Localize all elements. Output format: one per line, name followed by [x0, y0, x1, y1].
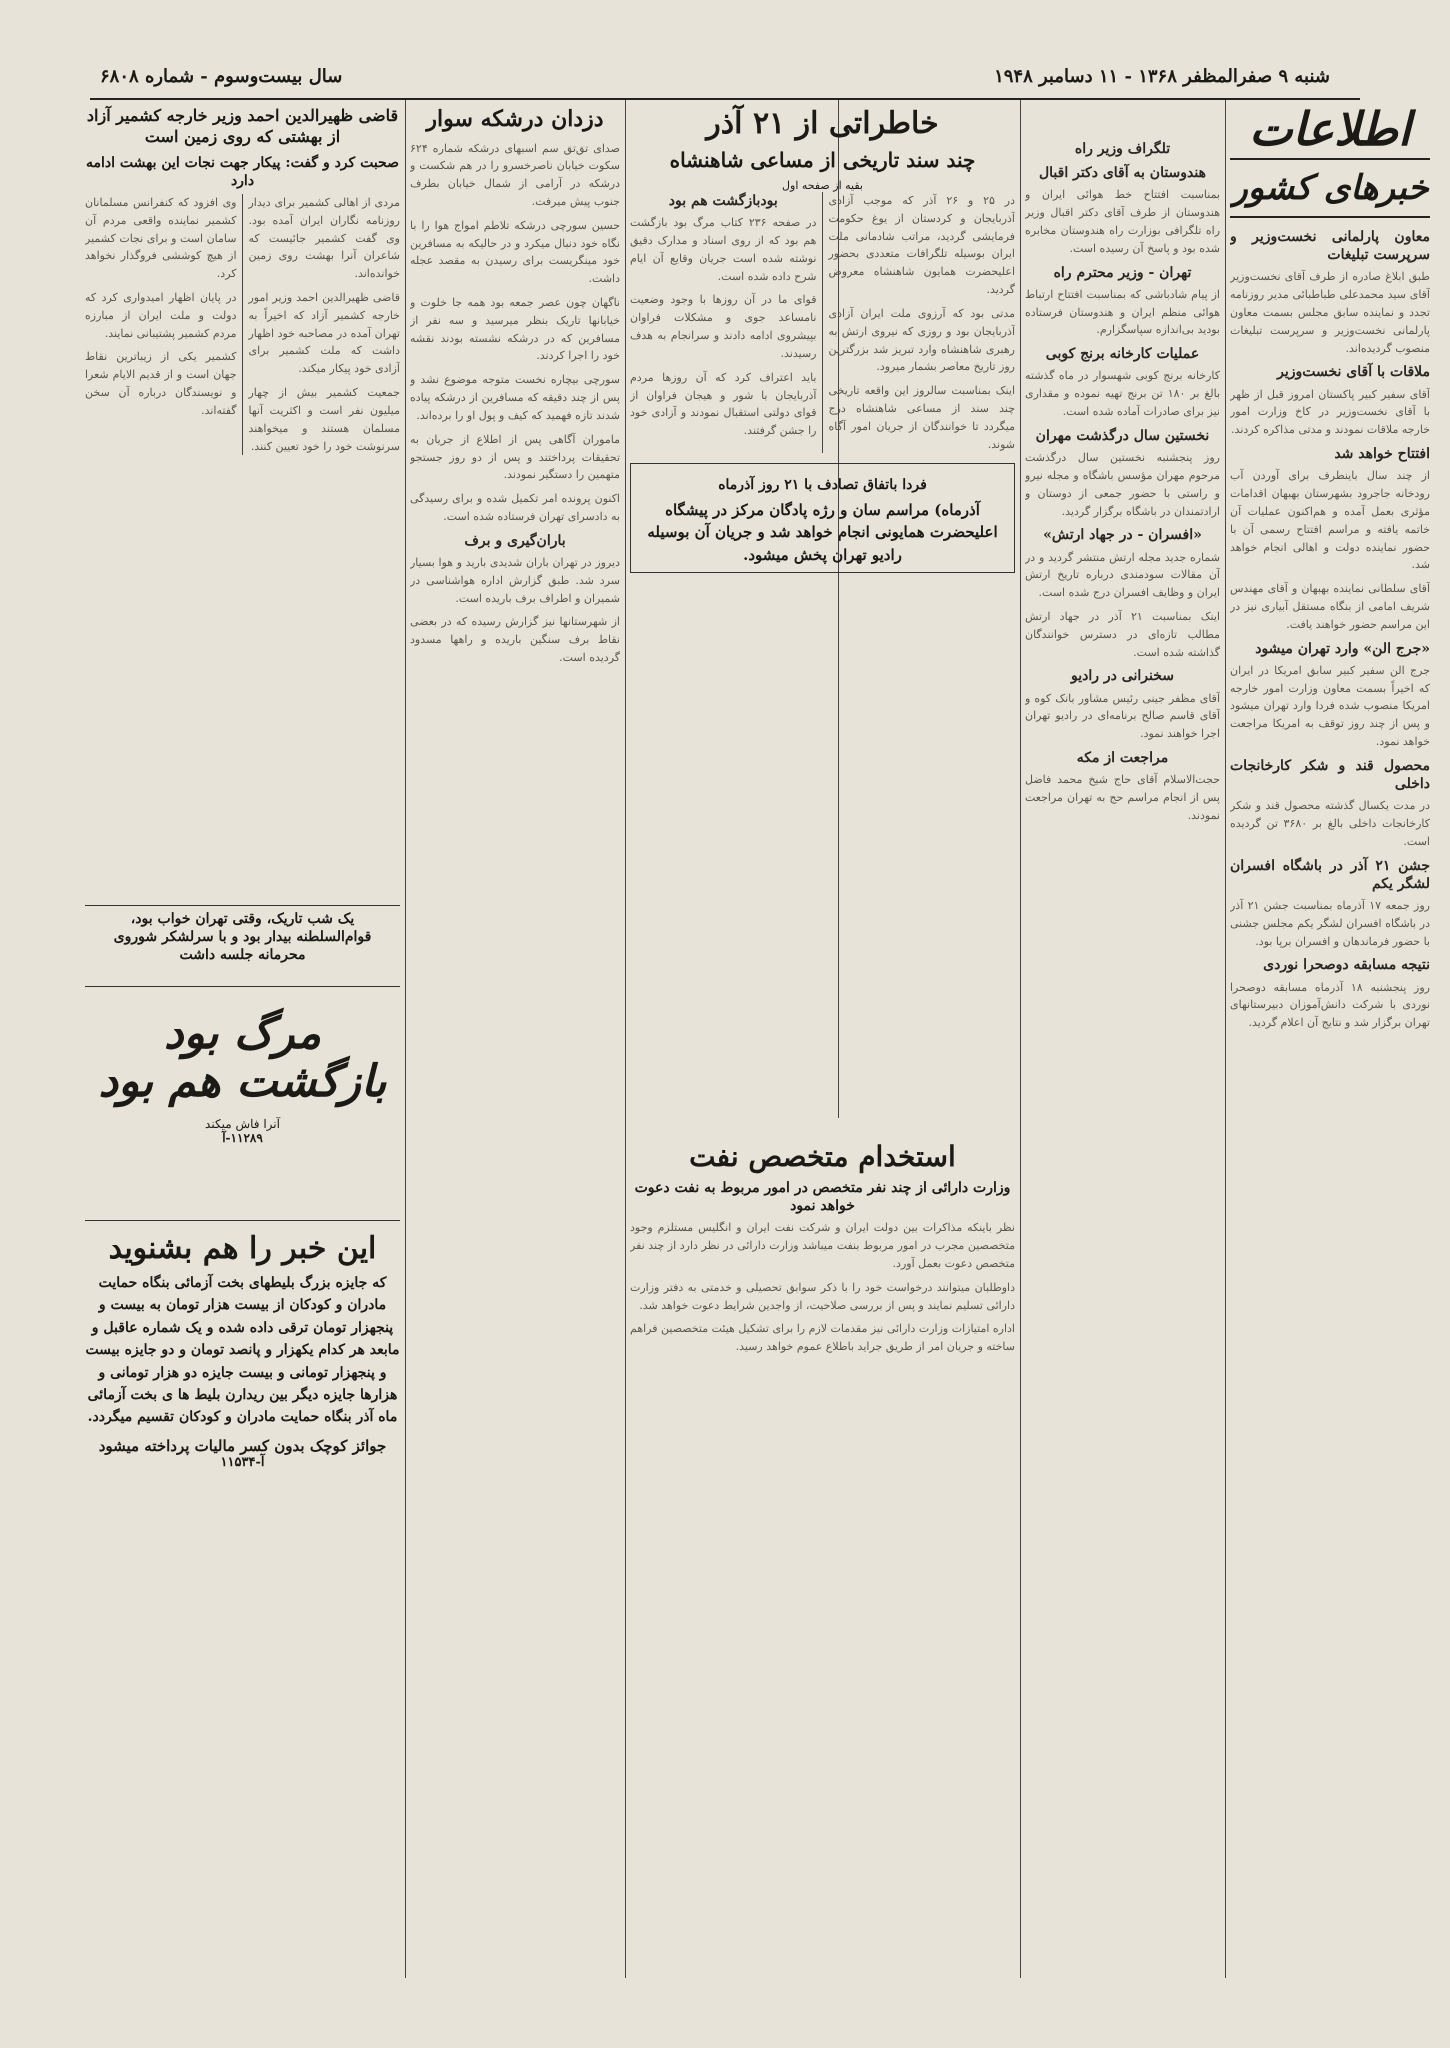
- main-story-subtitle: چند سند تاریخی از مساعی شاهنشاه: [669, 148, 976, 172]
- news-paragraph: طبق ابلاغ صادره از طرف آقای نخست‌وزیر آقای سید محمدعلی طباطبائی مدیر روزنامه تجدد و نماینده سابق مجلس بسمت معاون پارلمانی نخست‌وزیر و سرپرست تبلیغات منصوب گردیده‌اند.: [1230, 270, 1430, 355]
- news-headline: ملاقات با آقای نخست‌وزیر: [1277, 364, 1430, 381]
- news-paragraph: در صفحه ۲۳۶ کتاب مرگ بود بازگشت هم بود که از روی اسناد و مدارک دقیق نوشته شده است جریان وقایع آن ایام شرح داده شده است.: [630, 216, 817, 283]
- book-phone: ۱۱۲۸۹-آ: [222, 1130, 263, 1145]
- news-paragraph: جرج الن سفیر کبیر سابق امریکا در ایران که اخیراً بسمت معاون وزارت امور خارجه امریکا منصوب شده فردا وارد تهران میشود و پس از چند روز توقف به امریکا مراجعت خواهد نمود.: [1230, 663, 1430, 748]
- news-paragraph: قوای ما در آن روزها با وجود وضعیت نامساعد جوی و مشکلات فراوان بپیشروی ادامه دادند و سرانجام به هدف رسیدند.: [630, 293, 817, 360]
- book-note: آنرا فاش میکند: [205, 1116, 280, 1131]
- news-headline: جشن ۲۱ آذر در باشگاه افسران لشگر یکم: [1230, 857, 1430, 892]
- news-headline: معاون پارلمانی نخست‌وزیر و سرپرست تبلیغات: [1230, 229, 1430, 264]
- news-headline: سخنرانی در رادیو: [1071, 668, 1174, 685]
- news-paragraph: مردی از اهالی کشمیر برای دیدار روزنامه نگاران ایران آمده بود. وی گفت کشمیر جائیست که شاعران آنرا بهشت روی زمین خوانده‌اند.: [248, 195, 400, 281]
- qazi-title: قاضی ظهیرالدین احمد وزیر خارجه کشمیر آزاد از بهشتی که روی زمین است: [86, 106, 399, 146]
- news-paragraph: در پایان اظهار امیدواری کرد که دولت و ملت ایران از مبارزه مردم کشمیر پشتیبانی نمایند.: [85, 291, 237, 340]
- news-paragraph: جمعیت کشمیر بیش از چهار میلیون نفر است و اکثریت آنها مسلمان هستند و میخواهند سرنوشت خود را خود تعیین کنند.: [248, 386, 400, 453]
- news-paragraph: ناگهان چون عصر جمعه بود همه جا خلوت و خیابانها تاریک بنظر میرسید و سه نفر از مسافرین که در درشکه نشسته بودند نقشه خود را اجرا کردند.: [410, 296, 620, 363]
- news-paragraph: باید اعتراف کرد که آن روزها مردم آذربایجان با شور و هیجان فراوان از قوای دولتی استقبال نمودند و آزادی خود را جشن گرفتند.: [630, 370, 817, 438]
- news-headline: مراجعت از مکه: [1076, 750, 1169, 766]
- news-paragraph: آقای سلطانی نماینده بهبهان و آقای مهندس شریف امامی از بنگاه مستقل آبیاری نیز در این مراسم حضور خواهند یافت.: [1230, 582, 1430, 631]
- news-paragraph: روز جمعه ۱۷ آذرماه بمناسبت جشن ۲۱ آذر در باشگاه افسران لشگر یکم مجلس جشنی با حضور فرماندهان و افسران برپا بود.: [1230, 899, 1430, 948]
- news-paragraph: سورچی بیچاره نخست متوجه موضوع نشد و پس از چند دقیقه که مسافرین از درشکه پیاده شدند تازه فهمید که کیف و پول او را برده‌اند.: [410, 373, 620, 422]
- news-paragraph: در مدت یکسال گذشته محصول قند و شکر کارخانجات داخلی بالغ بر ۳۶۸۰ تن گردیده است.: [1230, 799, 1430, 848]
- news-paragraph: اداره امتیازات وزارت دارائی نیز مقدمات لازم را برای تشکیل هیئت متخصصین فراهم ساخته و جریان امر از طریق جراید باطلاع عموم خواهد رسید.: [630, 1322, 1015, 1354]
- news-paragraph: شماره جدید مجله ارتش منتشر گردید و در آن مقالات سودمندی درباره تاریخ ارتش ایران و وظایف افسران درج شده است.: [1025, 550, 1220, 600]
- country-news-column: [1230, 100, 1430, 1978]
- box-line: قوام‌السلطنه بیدار بود و با سرلشکر شوروی: [113, 929, 372, 946]
- lottery-ad: [85, 1220, 400, 1541]
- oil-ad: [630, 1130, 1015, 1978]
- news-paragraph: اینک بمناسبت سالروز این واقعه تاریخی چند سند از مساعی شاهنشاه درج میگردد تا خوانندگان از جریان امور آگاه شوند.: [828, 384, 1015, 451]
- news-paragraph: بمناسبت افتتاح خط هوائی ایران و هندوستان از طرف آقای دکتر اقبال وزیر راه تلگرافی بوزارت راه هندوستان مخابره شده بود و پاسخ آن رسیده است.: [1025, 188, 1220, 255]
- news-paragraph: در ۲۵ و ۲۶ آذر که موجب آزادی آذربایجان و کردستان از یوغ حکومت فرمایشی گردید، مراتب شادمانی ملت ایران بوسیله تلگرافات متعددی بحضور اعلیحضرت همایون شاهنشاه معروض گردید.: [828, 194, 1015, 297]
- news-paragraph: روز پنجشنبه ۱۸ آذرماه مسابقه دوصحرا نوردی با شرکت دانش‌آموزان دبیرستانهای تهران برگزار شد و نتایج آن اعلام گردید.: [1230, 980, 1430, 1030]
- continued-note: بقیه از صفحه اول: [782, 179, 863, 192]
- news-paragraph: آقای سفیر کبیر پاکستان امروز قبل از ظهر با آقای نخست‌وزیر در کاخ وزارت امور خارجه ملاقات نمودند و مدتی مذاکره کردند.: [1230, 387, 1430, 437]
- news-headline: تهران - وزیر محترم راه: [1053, 264, 1192, 281]
- subheadline: بودبازگشت هم بود: [668, 193, 778, 209]
- box-line: یک شب تاریک، وقتی تهران خواب بود،: [130, 911, 355, 927]
- column-rule: [405, 100, 406, 1978]
- news-headline: نخستین سال درگذشت مهران: [1035, 427, 1210, 444]
- news-paragraph: دیروز در تهران باران شدیدی بارید و هوا بسیار سرد شد. طبق گزارش اداره هواشناسی در شمیران و اطراف برف باریده است.: [410, 555, 620, 605]
- year-issue: سال بیست‌وسوم - شماره ۶۸۰۸: [100, 66, 343, 87]
- news-paragraph: آقای مظفر جینی رئیس مشاور بانک کوه و آقای قاسم صالح برنامه‌ای در رادیو تهران اجرا خواهند نمود.: [1025, 691, 1220, 741]
- news-paragraph: اینک بمناسبت ۲۱ آذر در جهاد ارتش مطالب تازه‌ای در دسترس خوانندگان گذاشته شده است.: [1025, 609, 1220, 659]
- news-paragraph: روز پنجشنبه نخستین سال درگذشت مرحوم مهران مؤسس باشگاه و مجله نیرو و راستی با حضور جمعی از دوستان و ارادتمندان در باشگاه برگزار گردید.: [1025, 451, 1220, 518]
- tehran-night-box: [85, 905, 400, 987]
- news-headline: نتیجه مسابقه دوصحرا نوردی: [1263, 957, 1430, 974]
- header-line: [90, 62, 1360, 100]
- news-headline: محصول قند و شکر کارخانجات داخلی: [1230, 757, 1430, 792]
- news-headline: هندوستان به آقای دکتر اقبال: [1038, 165, 1206, 182]
- weather-title: باران‌گیری و برف: [464, 532, 566, 549]
- box-text: آذرماه) مراسم سان و رژه پادگان مرکز در پیشگاه اعلیحضرت همایونی انجام خواهد شد و جریان آن بوسیله رادیو تهران پخش میشود.: [647, 500, 998, 564]
- news-paragraph: مدتی بود که آرزوی ملت ایران آزادی آذربایجان بود و روزی که نیروی ارتش به رهبری شاهنشاه وارد تبریز شد بزرگترین روز تاریخ معاصر بشمار میرود.: [828, 306, 1015, 374]
- news-paragraph: وی افزود که کنفرانس مسلمانان کشمیر نماینده واقعی مردم آن سامان است و برای نجات کشمیر از هیچ کوششی فروگذار نخواهد کرد.: [85, 195, 237, 281]
- box-headline: فردا باتفاق تصادف با ۲۱ روز آذرماه: [718, 477, 927, 494]
- news-paragraph: ماموران آگاهی پس از اطلاع از جریان به تحقیقات پرداختند و پس از دو روز جستجو متهمین را دستگیر نمودند.: [410, 432, 620, 482]
- news-paragraph: از پیام شادباشی که بمناسبت افتتاح ارتباط هوائی منظم ایران و هندوستان فرستاده بودید بی‌اندازه سپاسگزارم.: [1025, 287, 1220, 337]
- news-headline: عملیات کارخانه برنج کوبی: [1045, 346, 1200, 363]
- thieves-column: [410, 100, 620, 1978]
- book-slogan: مرگ بود بازگشت هم بود: [98, 1008, 387, 1108]
- oil-ad-title: استخدام متخصص نفت: [689, 1140, 956, 1173]
- news-headline: افتتاح خواهد شد: [1334, 446, 1430, 463]
- date-line: شنبه ۹ صفرالمظفر ۱۳۶۸ - ۱۱ دسامبر ۱۹۴۸: [994, 66, 1330, 87]
- column-rule: [625, 100, 626, 1978]
- lottery-code: آ-۱۱۵۳۴: [220, 1454, 265, 1470]
- masthead-logo: اطلاعات: [1249, 102, 1411, 156]
- news-paragraph: داوطلبان میتوانند درخواست خود را با ذکر سوابق تحصیلی و خدمتی به دفتر وزارت دارائی تسلیم نمایند و پس از بررسی صلاحیت، از واجدین شرایط دعوت خواهد شد.: [630, 1280, 1015, 1312]
- news-headline: «افسران - در جهاد ارتش»: [1043, 527, 1202, 544]
- main-story-title: خاطراتی از ۲۱ آذر: [706, 106, 939, 141]
- news-paragraph: کارخانه برنج کوبی شهسوار در ماه گذشته بالغ بر ۱۸۰ تن برنج تهیه نموده و مقداری نیز برای صادرات آماده شده است.: [1025, 369, 1220, 419]
- news-paragraph: قاضی ظهیرالدین احمد وزیر امور خارجه کشمیر آزاد که اخیراً به تهران آمده در مصاحبه خود اظهار داشت که ملت کشمیر برای آزادی خود پیکار میکند.: [248, 291, 400, 376]
- book-ad: [85, 1000, 400, 1210]
- main-story: [630, 100, 1015, 1108]
- qazi-column: [85, 100, 400, 898]
- lottery-body: که جایزه بزرگ بلیطهای بخت آزمائی بنگاه حمایت مادران و کودکان از بیست هزار تومان به بیست و پنجهزار تومان ترقی داده شده و یک شماره عاقبل و مابعد هر کدام یکهزار و پانصد تومان و دو جایزه بیست و پنجهزار تومانی و بیست جایزه دو هزار تومانی و هزارها جایزه دیگر بین ریدارن بلیط ها ی بخت آزمائی ماه آذر بنگاه حمایت مادران و کودکان تقسیم میگردد.: [85, 1275, 400, 1426]
- news-paragraph: حجت‌الاسلام آقای حاج شیخ محمد فاضل پس از انجام مراسم حج به تهران مراجعت نمودند.: [1025, 773, 1220, 822]
- news-headline: تلگراف وزیر راه: [1074, 141, 1171, 157]
- lottery-title: این خبر را هم بشنوید: [108, 1231, 377, 1266]
- news-paragraph: اکنون پرونده امر تکمیل شده و برای رسیدگی به دادسرای تهران فرستاده شده است.: [410, 492, 620, 523]
- qazi-subtitle: صحبت کرد و گفت: پیکار جهت نجات این بهشت ادامه دارد: [86, 154, 399, 189]
- news-paragraph: حسین سورچی درشکه تلاطم امواج هوا را با نگاه خود دنبال میکرد و در حالیکه به مسافرین خود مینگریست برای رسیدن به مقصد عجله داشت.: [410, 218, 620, 286]
- news-paragraph: صدای تق‌تق سم اسبهای درشکه شماره ۶۲۴ سکوت خیابان ناصرخسرو را در هم شکست و درشکه در آرامی از شمال خیابان بطرف جنوب پیش میرفت.: [410, 141, 620, 208]
- news-paragraph: نظر باینکه مذاکرات بین دولت ایران و شرکت نفت ایران و انگلیس مستلزم وجود متخصصین مجرب در امور مربوط بنفت میباشد وزارت دارائی در نظر دارد از چند نفر متخصص دعوت بعمل آورد.: [630, 1221, 1015, 1270]
- news-paragraph: از شهرستانها نیز گزارش رسیده که در بعضی نقاط برف سنگین باریده و راهها مسدود گردیده است.: [410, 615, 620, 664]
- telegraph-column: [1025, 100, 1220, 1978]
- oil-ad-subtitle: وزارت دارائی از چند نفر متخصص در امور مربوط به نفت دعوت خواهد نمود: [634, 1180, 1011, 1215]
- lottery-footer: جوائز کوچک بدون کسر مالیات پرداخته میشود: [98, 1436, 387, 1455]
- column-rule: [1225, 100, 1226, 1978]
- news-paragraph: از چند سال باینطرف برای آوردن آب رودخانه جاجرود بشهرستان بهبهان اقدامات مؤثری بعمل آمده و هم‌اکنون عملیات آن خاتمه یافته و مراسم افتتاح رسمی آن با حضور نماینده دولت و اهالی انجام خواهد شد.: [1230, 469, 1430, 572]
- box-line: محرمانه جلسه داشت: [179, 947, 306, 964]
- news-paragraph: کشمیر یکی از زیباترین نقاط جهان است و از قدیم الایام شعرا و نویسندگان درباره آن سخن گفته‌اند.: [85, 350, 237, 417]
- thieves-title: دزدان درشکه سوار: [426, 106, 604, 132]
- column-rule: [1020, 100, 1021, 1978]
- parade-box: [630, 463, 1015, 573]
- news-headline: «جرج الن» وارد تهران میشود: [1255, 640, 1430, 657]
- section-title: خبرهای کشور: [1230, 158, 1430, 218]
